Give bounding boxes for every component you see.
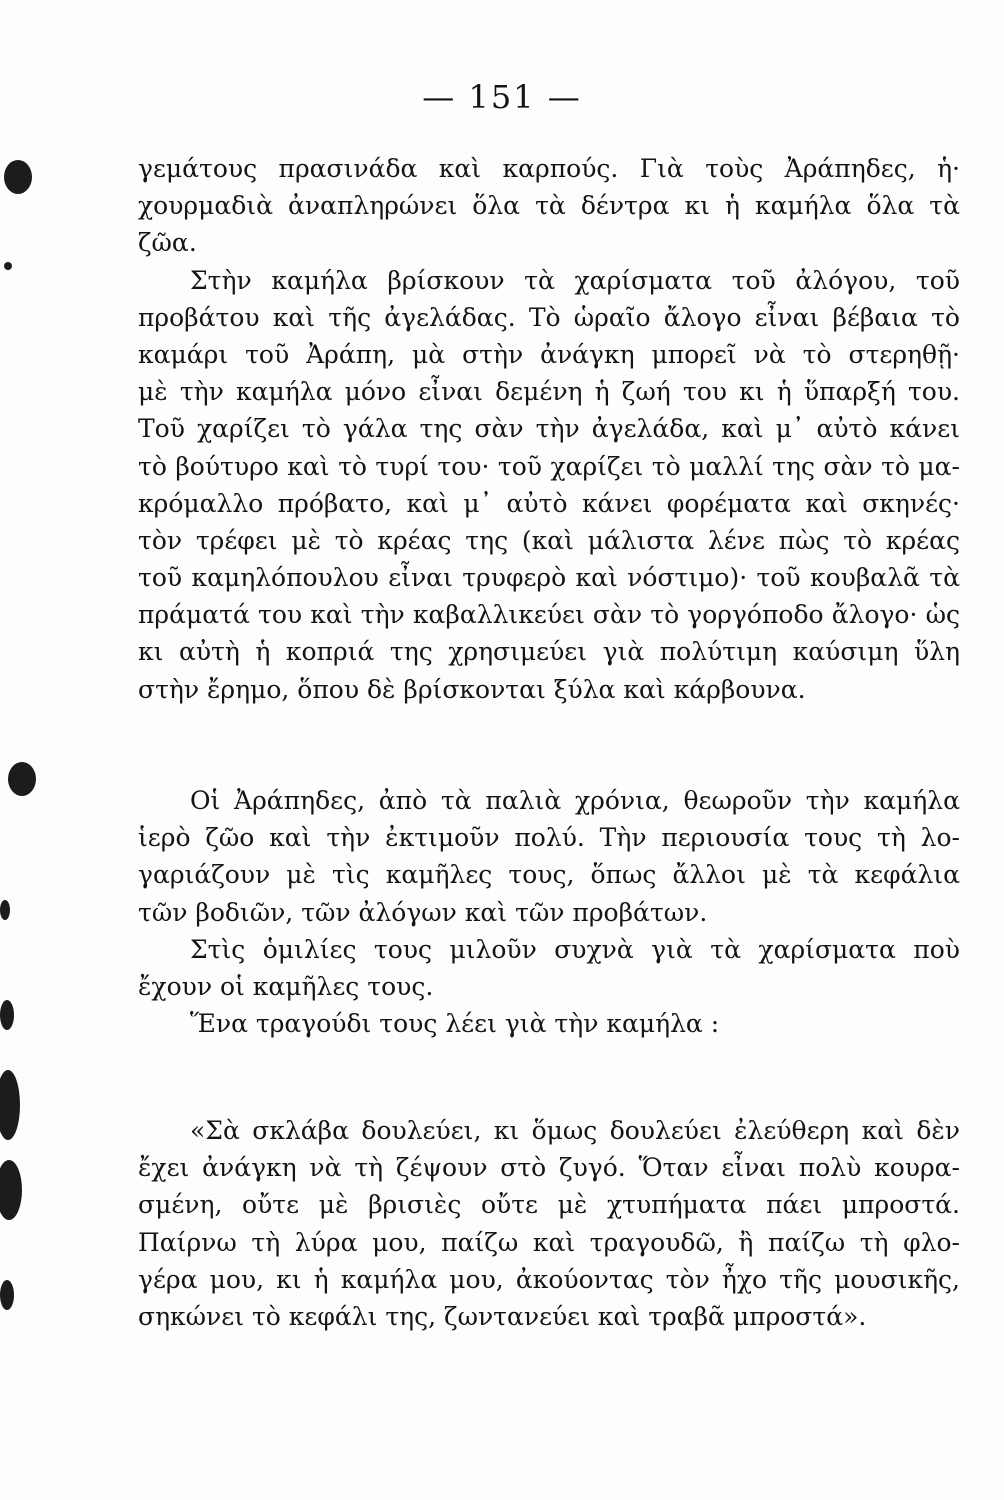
text-line: κι αὐτὴ ἡ κοπριά της χρησιμεύει γιὰ πολύτιμη καύσιμη ὕλη [138, 637, 960, 667]
page-number: — 151 — [422, 78, 582, 116]
text-line: «Σὰ σκλάβα δουλεύει, κι ὅμως δουλεύει ἐλεύθερη καὶ δὲν [190, 1116, 960, 1145]
text-line: Παίρνω τὴ λύρα μου, παίζω καὶ τραγουδῶ, ἢ παίζω τὴ φλο- [138, 1227, 960, 1257]
body-text-block-2 [138, 782, 960, 1042]
binding-hole-mark [8, 762, 36, 796]
text-line: ἔχει ἀνάγκη νὰ τὴ ζέψουν στὸ ζυγό. Ὅταν εἶναι πολὺ κουρα- [138, 1153, 960, 1183]
text-line: κρόμαλλο πρόβατο, καὶ μ᾽ αὐτὸ κάνει φορέματα καὶ σκηνές· [138, 488, 960, 518]
text-line: προβάτου καὶ τῆς ἀγελάδας. Τὸ ὡραῖο ἄλογο εἶναι βέβαια τὸ [138, 302, 960, 332]
text-line: Στὴν καμήλα βρίσκουν τὰ χαρίσματα τοῦ ἀλόγου, τοῦ [190, 265, 960, 295]
text-line: τὸ βούτυρο καὶ τὸ τυρί του· τοῦ χαρίζει τὸ μαλλί της σὰν τὸ μα- [138, 451, 960, 481]
text-line: γεμάτους πρασινάδα καὶ καρπούς. Γιὰ τοὺς Ἀράπηδες, ἡ· [138, 154, 960, 183]
text-line: σμένη, οὔτε μὲ βρισιὲς οὔτε μὲ χτυπήματα πάει μπροστά. [138, 1190, 960, 1220]
body-text-block-1 [138, 150, 960, 708]
text-line: τοῦ καμηλόπουλου εἶναι τρυφερὸ καὶ νόστιμο)· τοῦ κουβαλᾶ τὰ [138, 563, 960, 593]
text-line: τὸν τρέφει μὲ τὸ κρέας της (καὶ μάλιστα λένε πὼς τὸ κρέας [138, 525, 960, 555]
text-line: γαριάζουν μὲ τὶς καμῆλες τους, ὅπως ἄλλοι μὲ τὰ κεφάλια [138, 860, 960, 890]
text-line: Τοῦ χαρίζει τὸ γάλα της σὰν τὴν ἀγελάδα, καὶ μ᾽ αὐτὸ κάνει [138, 414, 960, 444]
binding-hole-mark [0, 1070, 20, 1140]
binding-hole-mark [0, 1000, 14, 1030]
text-line: ζῶα. [138, 228, 197, 258]
binding-hole-mark [4, 262, 12, 270]
text-line: Στὶς ὁμιλίες τους μιλοῦν συχνὰ γιὰ τὰ χαρίσματα ποὺ [190, 934, 960, 964]
text-line: μὲ τὴν καμήλα μόνο εἶναι δεμένη ἡ ζωή του κι ἡ ὕπαρξή του. [138, 377, 960, 407]
text-line: χουρμαδιὰ ἀναπληρώνει ὅλα τὰ δέντρα κι ἡ καμήλα ὅλα τὰ [138, 191, 960, 221]
text-line: πράματά του καὶ τὴν καβαλλικεύει σὰν τὸ γοργόποδο ἄλογο· ὡς [138, 600, 960, 630]
text-line: στὴν ἔρημο, ὅπου δὲ βρίσκονται ξύλα καὶ κάρβουνα. [138, 674, 806, 704]
text-line: Οἱ Ἀράπηδες, ἀπὸ τὰ παλιὰ χρόνια, θεωροῦν τὴν καμήλα [190, 786, 960, 815]
binding-hole-mark [4, 160, 32, 194]
binding-hole-mark [0, 1280, 14, 1310]
song-quote-block [138, 1112, 960, 1335]
text-line: ἱερὸ ζῶο καὶ τὴν ἐκτιμοῦν πολύ. Τὴν περιουσία τους τὴ λο- [138, 823, 960, 853]
text-line: γέρα μου, κι ἡ καμήλα μου, ἀκούοντας τὸν ἦχο τῆς μουσικῆς, [138, 1264, 960, 1294]
text-line: καμάρι τοῦ Ἀράπη, μὰ στὴν ἀνάγκη μπορεῖ νὰ τὸ στερηθῇ· [138, 339, 960, 369]
text-line: ἔχουν οἱ καμῆλες τους. [138, 971, 434, 1001]
text-line: Ἕνα τραγούδι τους λέει γιὰ τὴν καμήλα : [190, 1009, 720, 1039]
binding-hole-mark [0, 900, 10, 920]
binding-hole-mark [0, 1160, 22, 1220]
text-line: τῶν βοδιῶν, τῶν ἀλόγων καὶ τῶν προβάτων. [138, 897, 708, 927]
text-line: σηκώνει τὸ κεφάλι της, ζωντανεύει καὶ τραβᾶ μπροστά». [138, 1301, 867, 1331]
